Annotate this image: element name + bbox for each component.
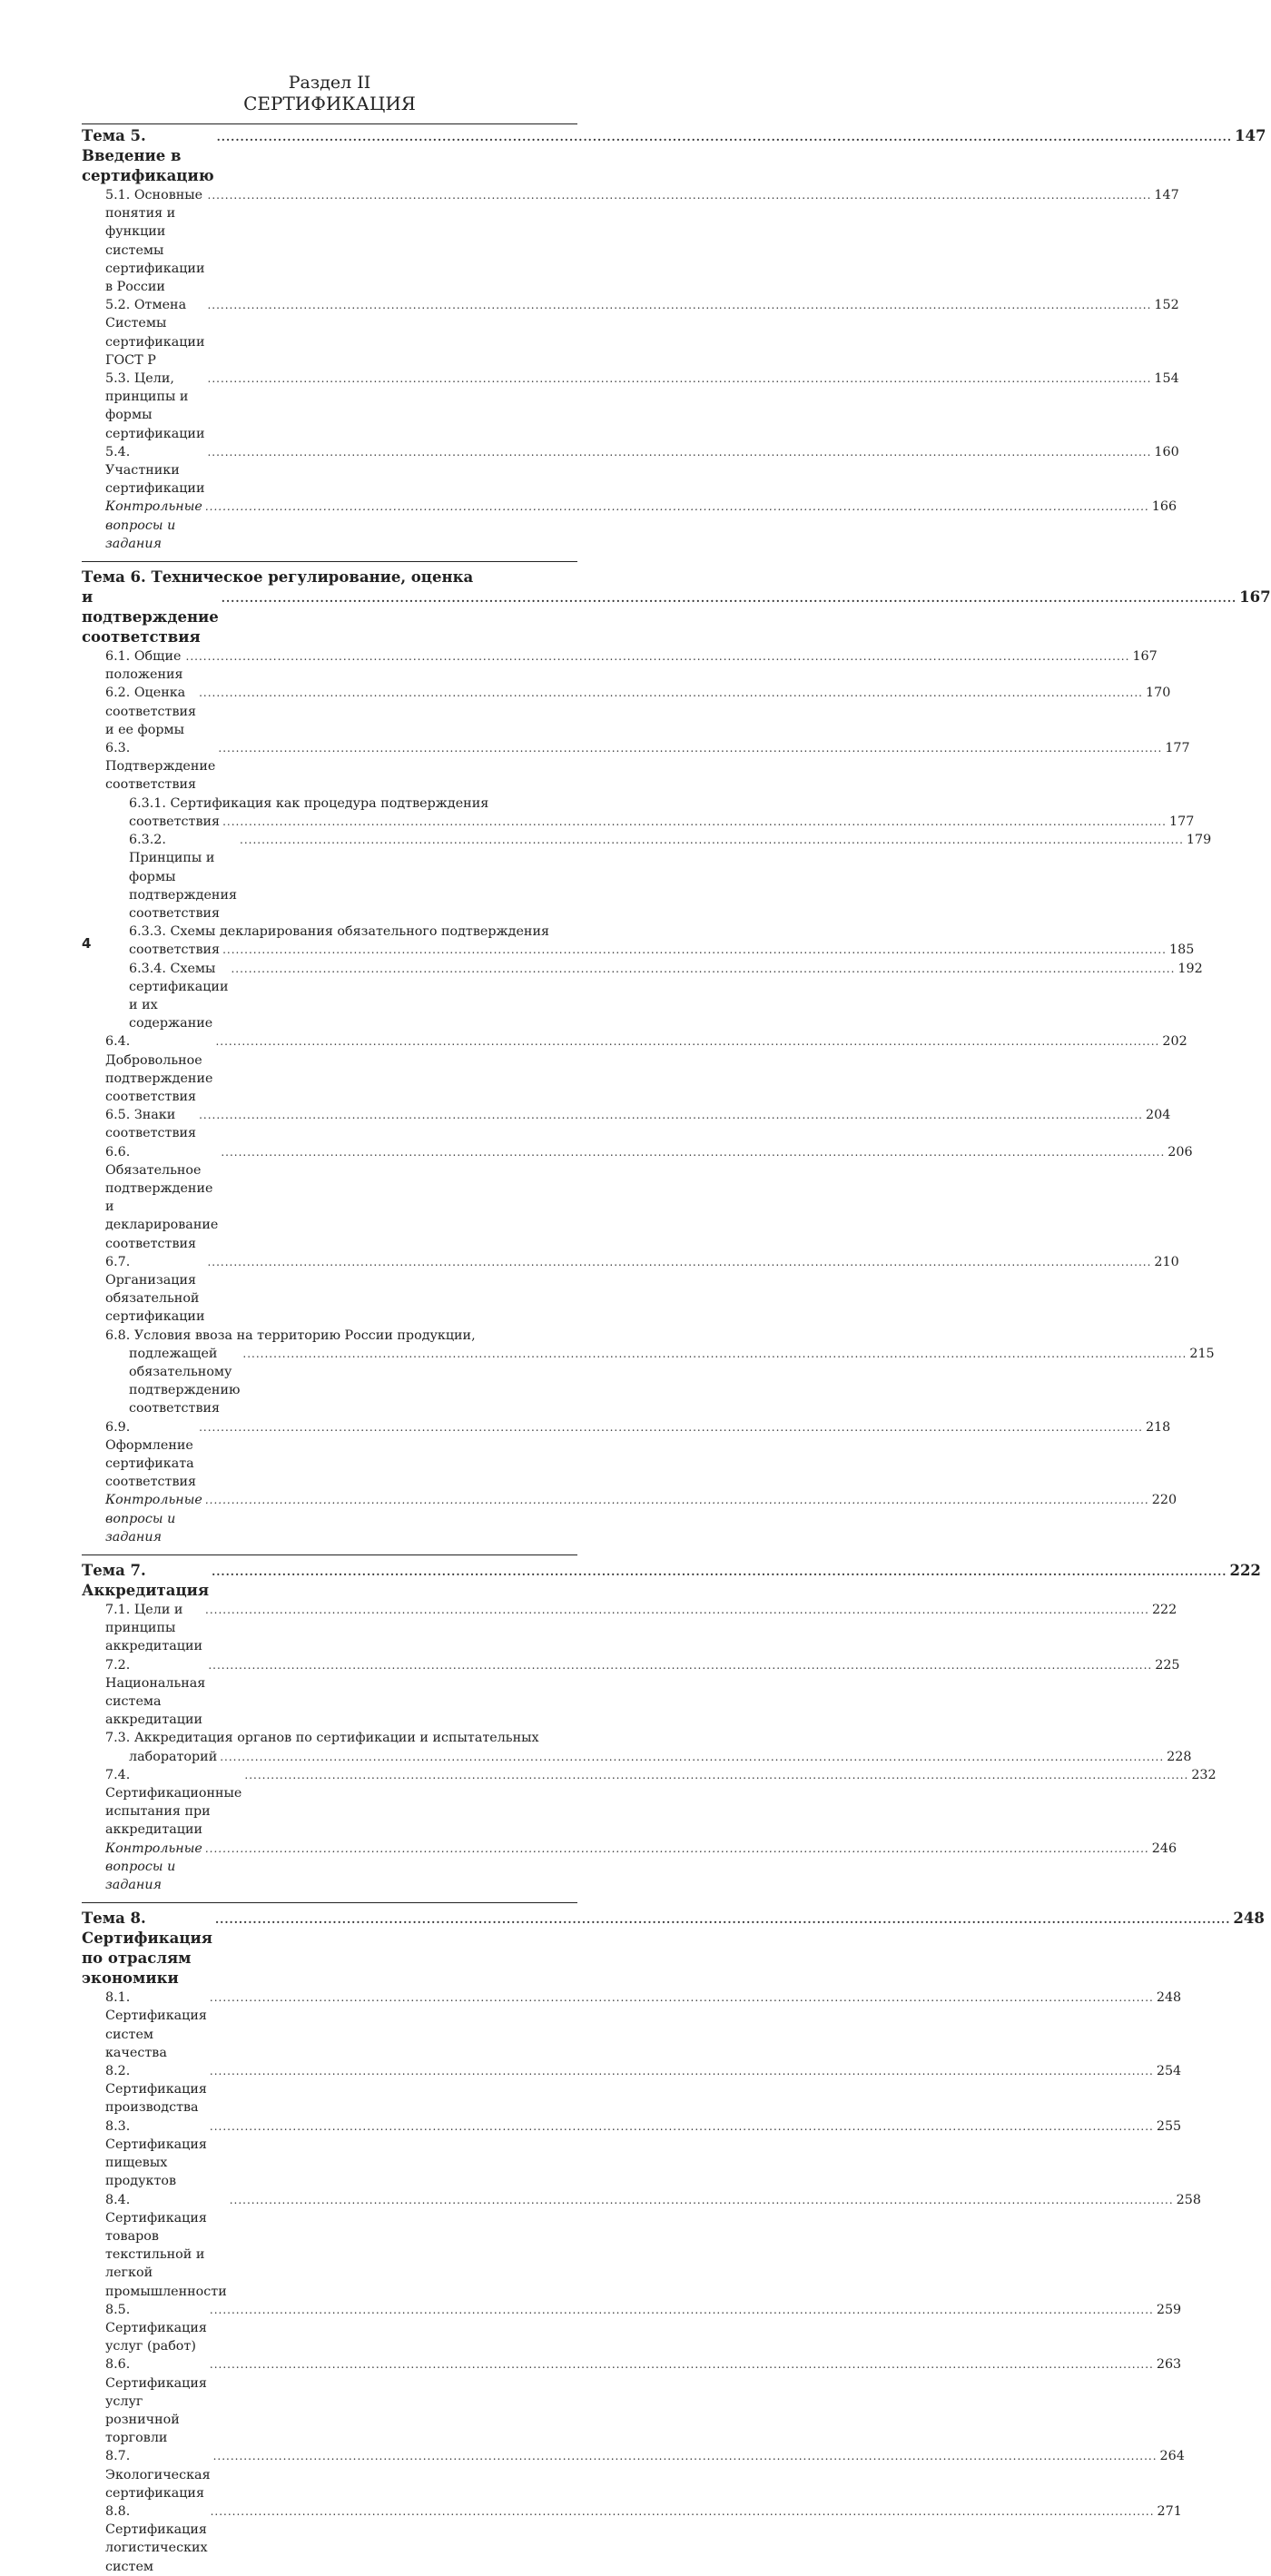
toc-topic-heading[interactable]: и подтверждение соответствия ..... 167 bbox=[82, 587, 577, 647]
toc-entry[interactable]: 6.4. Добровольное подтверждение соответствия ..... 202 bbox=[82, 1032, 577, 1106]
toc-questions[interactable]: Контрольные вопросы и задания ..... 220 bbox=[82, 1491, 577, 1546]
toc-subentry[interactable]: соответствия ..... 185 bbox=[82, 941, 577, 959]
toc-entry[interactable]: 6.6. Обязательное подтверждение и декларирование соответствия ..... 206 bbox=[82, 1143, 577, 1253]
toc-subentry[interactable]: 6.3.4. Схемы сертификации и их содержание ..... 192 bbox=[82, 960, 577, 1033]
toc-questions[interactable]: Контрольные вопросы и задания ..... 246 bbox=[82, 1840, 577, 1895]
toc-entry[interactable]: 8.5. Сертификация услуг (работ) ..... 259 bbox=[82, 2301, 577, 2356]
toc-entry[interactable]: 7.2. Национальная система аккредитации ..... 225 bbox=[82, 1656, 577, 1730]
toc-entry[interactable]: 6.9. Оформление сертификата соответствия ..... 218 bbox=[82, 1418, 577, 1492]
toc-entry[interactable]: 8.7. Экологическая сертификация ..... 264 bbox=[82, 2447, 577, 2502]
toc-entry[interactable]: 5.3. Цели, принципы и формы сертификации ..... 154 bbox=[82, 370, 577, 443]
section-title: СЕРТИФИКАЦИЯ bbox=[243, 93, 416, 114]
toc-entry[interactable]: 8.2. Сертификация производства ..... 254 bbox=[82, 2062, 577, 2117]
page-ref: 147 bbox=[1235, 127, 1266, 144]
toc-questions[interactable]: Контрольные вопросы и задания ..... 166 bbox=[82, 498, 577, 553]
page-number: 4 bbox=[82, 935, 92, 952]
toc-entry[interactable]: 8.3. Сертификация пищевых продуктов ..... 255 bbox=[82, 2117, 577, 2191]
toc-entry[interactable]: 5.2. Отмена Системы сертификации ГОСТ Р ..... 152 bbox=[82, 296, 577, 370]
toc-entry[interactable]: 5.4. Участники сертификации ..... 160 bbox=[82, 443, 577, 498]
toc-subentry[interactable]: соответствия ..... 177 bbox=[82, 813, 577, 831]
toc-entry[interactable]: 6.7. Организация обязательной сертификации ..... 210 bbox=[82, 1253, 577, 1327]
toc-entry[interactable]: 8.4. Сертификация товаров текстильной и легкой промышленности ..... 258 bbox=[82, 2191, 577, 2301]
toc-topic-6 bbox=[82, 561, 1271, 1546]
toc-topic-heading[interactable]: Тема 7. Аккредитация ..... 222 bbox=[82, 1561, 577, 1601]
toc-entry[interactable]: 6.5. Знаки соответствия ..... 204 bbox=[82, 1106, 577, 1142]
toc-entry[interactable]: лабораторий ..... 228 bbox=[82, 1748, 577, 1766]
toc-entry[interactable]: 8.6. Сертификация услуг розничной торговли ..... 263 bbox=[82, 2355, 577, 2447]
toc-topic-heading[interactable]: Тема 5. Введение в сертификацию ..... 147 bbox=[82, 126, 577, 186]
toc-entry[interactable]: 8.1. Сертификация систем качества ..... 248 bbox=[82, 1989, 577, 2062]
toc-topic-heading-line1[interactable]: Тема 6. Техническое регулирование, оценка bbox=[82, 568, 474, 587]
toc-entry[interactable]: 7.4. Сертификационные испытания при аккредитации ..... 232 bbox=[82, 1766, 577, 1840]
toc-entry[interactable]: 5.1. Основные понятия и функции системы сертификации в России ..... 147 bbox=[82, 186, 577, 296]
toc-topic-5 bbox=[82, 123, 1266, 553]
toc-entry[interactable]: 8.8. Сертификация логистических систем ..... 271 bbox=[82, 2502, 577, 2576]
section-label: Раздел II bbox=[288, 73, 371, 93]
toc-topic-heading[interactable]: Тема 8. Сертификация по отраслям экономики ..... 248 bbox=[82, 1909, 577, 1989]
toc-entry[interactable]: 7.1. Цели и принципы аккредитации ..... 222 bbox=[82, 1601, 577, 1656]
toc-subentry-line1[interactable]: 6.3.3. Схемы декларирования обязательного подтверждения bbox=[129, 924, 549, 940]
toc-entry[interactable]: подлежащей обязательному подтверждению соответствия ..... 215 bbox=[82, 1345, 577, 1418]
toc-subentry-line1[interactable]: 6.3.1. Сертификация как процедура подтверждения bbox=[129, 795, 489, 811]
toc-entry-line1[interactable]: 6.8. Условия ввоза на территорию России продукции, bbox=[105, 1327, 476, 1343]
toc-entry[interactable]: 6.1. Общие положения ..... 167 bbox=[82, 647, 577, 684]
toc-entry-line1[interactable]: 7.3. Аккредитация органов по сертификации и испытательных bbox=[105, 1731, 539, 1746]
toc-subentry[interactable]: 6.3.2. Принципы и формы подтверждения соответствия ..... 179 bbox=[82, 831, 577, 923]
table-of-contents bbox=[82, 123, 1271, 2576]
toc-topic-7 bbox=[82, 1554, 1261, 1894]
toc-entry[interactable]: 6.2. Оценка соответствия и ее формы ..... 170 bbox=[82, 684, 577, 739]
toc-entry[interactable]: 6.3. Подтверждение соответствия ..... 177 bbox=[82, 739, 577, 795]
toc-topic-8 bbox=[82, 1902, 1265, 2576]
